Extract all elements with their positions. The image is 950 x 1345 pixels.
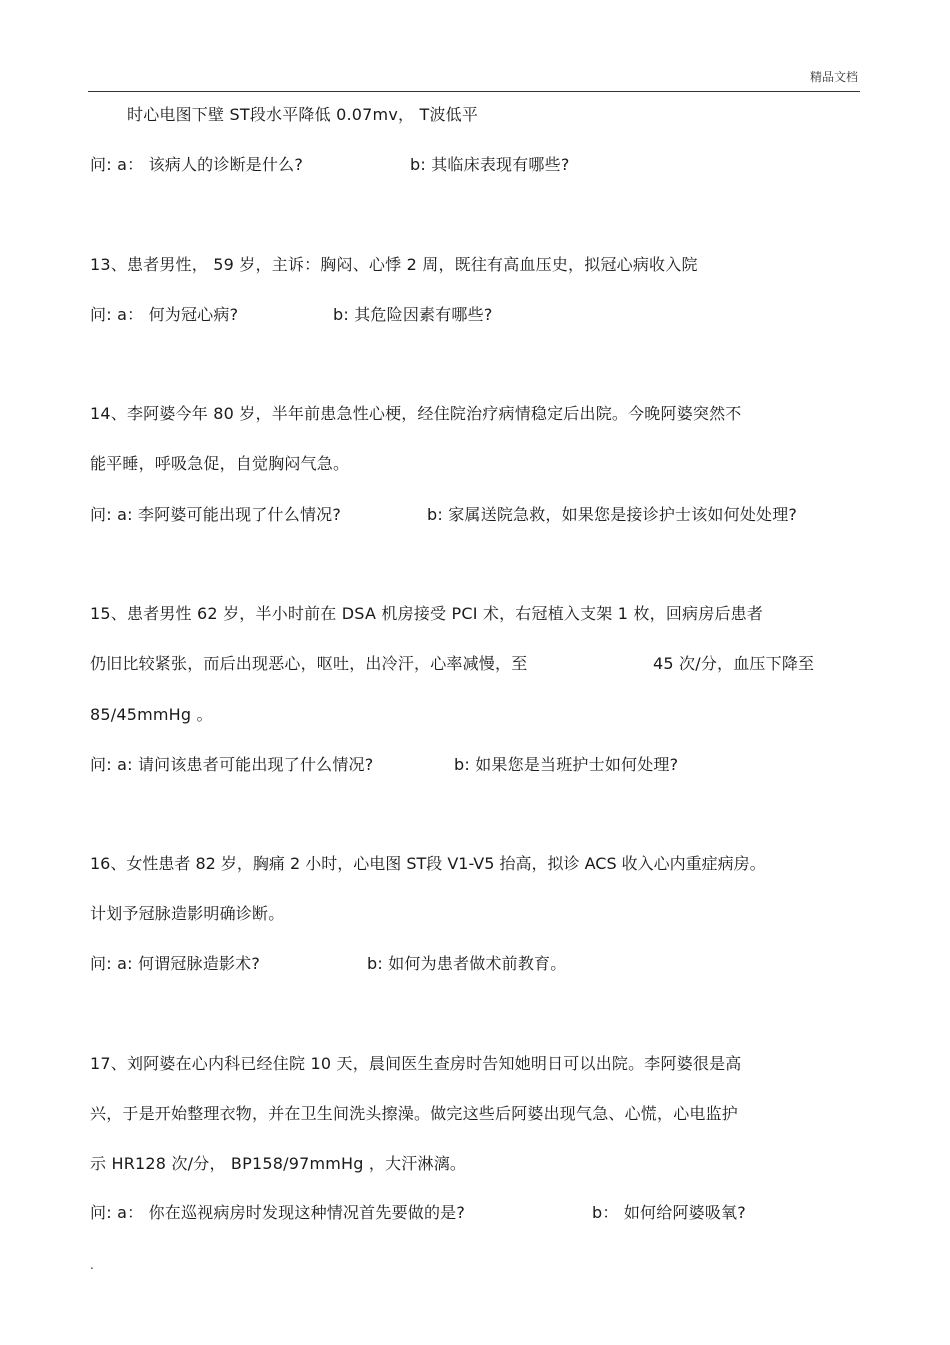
question-a: 问: a: 请问该患者可能出现了什么情况? (90, 755, 374, 774)
question-b: b: 其危险因素有哪些? (333, 305, 493, 324)
text-line (90, 704, 213, 726)
question-line (90, 953, 567, 975)
line-text: 14、李阿婆今年 80 岁，半年前患急性心梗，经住院治疗病情稳定后出院。今晚阿婆突然不 (90, 404, 742, 423)
question-b: b: 其临床表现有哪些? (410, 155, 570, 174)
line-text: 兴，于是开始整理衣物，并在卫生间洗头擦澡。做完这些后阿婆出现气急、心慌，心电监护 (90, 1104, 739, 1123)
text-line (90, 1103, 738, 1125)
question-b: b: 如何为患者做术前教育。 (367, 954, 567, 973)
question-b: b: 如果您是当班护士如何处理? (454, 755, 679, 774)
case-16-line (90, 853, 766, 875)
case-13-line (90, 254, 698, 276)
question-b: b： 如何给阿婆吸氧? (592, 1203, 746, 1222)
text-line (90, 453, 349, 475)
question-a: 问: a： 何为冠心病? (90, 305, 239, 324)
header-divider (88, 91, 860, 92)
question-line (90, 1202, 746, 1224)
question-line (90, 304, 493, 326)
question-b: b: 家属送院急救，如果您是接诊护士该如何处处理? (427, 505, 798, 524)
question-a: 问: a: 李阿婆可能出现了什么情况? (90, 505, 342, 524)
line-text: 时心电图下壁 ST段水平降低 0.07mv， T波低平 (127, 105, 479, 124)
question-a: 问: a： 该病人的诊断是什么? (90, 155, 304, 174)
line-text: 仍旧比较紧张，而后出现恶心，呕吐，出冷汗，心率减慢，至 (90, 654, 528, 673)
text-line (90, 653, 815, 675)
question-line (90, 754, 679, 776)
line-text: 85/45mmHg 。 (90, 705, 213, 724)
case-14-line (90, 403, 742, 425)
question-a: 问: a: 何谓冠脉造影术? (90, 954, 261, 973)
line-text: 计划予冠脉造影明确诊断。 (90, 904, 285, 923)
line-text-continued: 45 次/分，血压下降至 (653, 654, 815, 673)
header-label: 精品文档 (809, 70, 858, 84)
line-text: 17、刘阿婆在心内科已经住院 10 天，晨间医生查房时告知她明日可以出院。李阿婆很是高 (90, 1054, 742, 1073)
line-text: 13、患者男性， 59 岁，主诉：胸闷、心悸 2 周，既往有高血压史，拟冠心病收入院 (90, 255, 698, 274)
line-text: 15、患者男性 62 岁，半小时前在 DSA 机房接受 PCI 术，右冠植入支架 1 枚，回病房后患者 (90, 604, 764, 623)
text-line (127, 104, 478, 126)
text-line (90, 903, 284, 925)
case-15-line (90, 603, 763, 625)
line-text: 示 HR128 次/分， BP158/97mmHg ，大汗淋漓。 (90, 1154, 467, 1173)
text-line (90, 1153, 466, 1175)
footer-mark: . (90, 1258, 94, 1272)
question-line (90, 154, 570, 176)
question-a: 问: a： 你在巡视病房时发现这种情况首先要做的是? (90, 1203, 466, 1222)
line-text: 能平睡，呼吸急促，自觉胸闷气急。 (90, 454, 350, 473)
case-17-line (90, 1053, 742, 1075)
line-text: 16、女性患者 82 岁，胸痛 2 小时，心电图 ST段 V1-V5 抬高，拟诊 ACS 收入心内重症病房。 (90, 854, 766, 873)
question-line (90, 504, 798, 526)
